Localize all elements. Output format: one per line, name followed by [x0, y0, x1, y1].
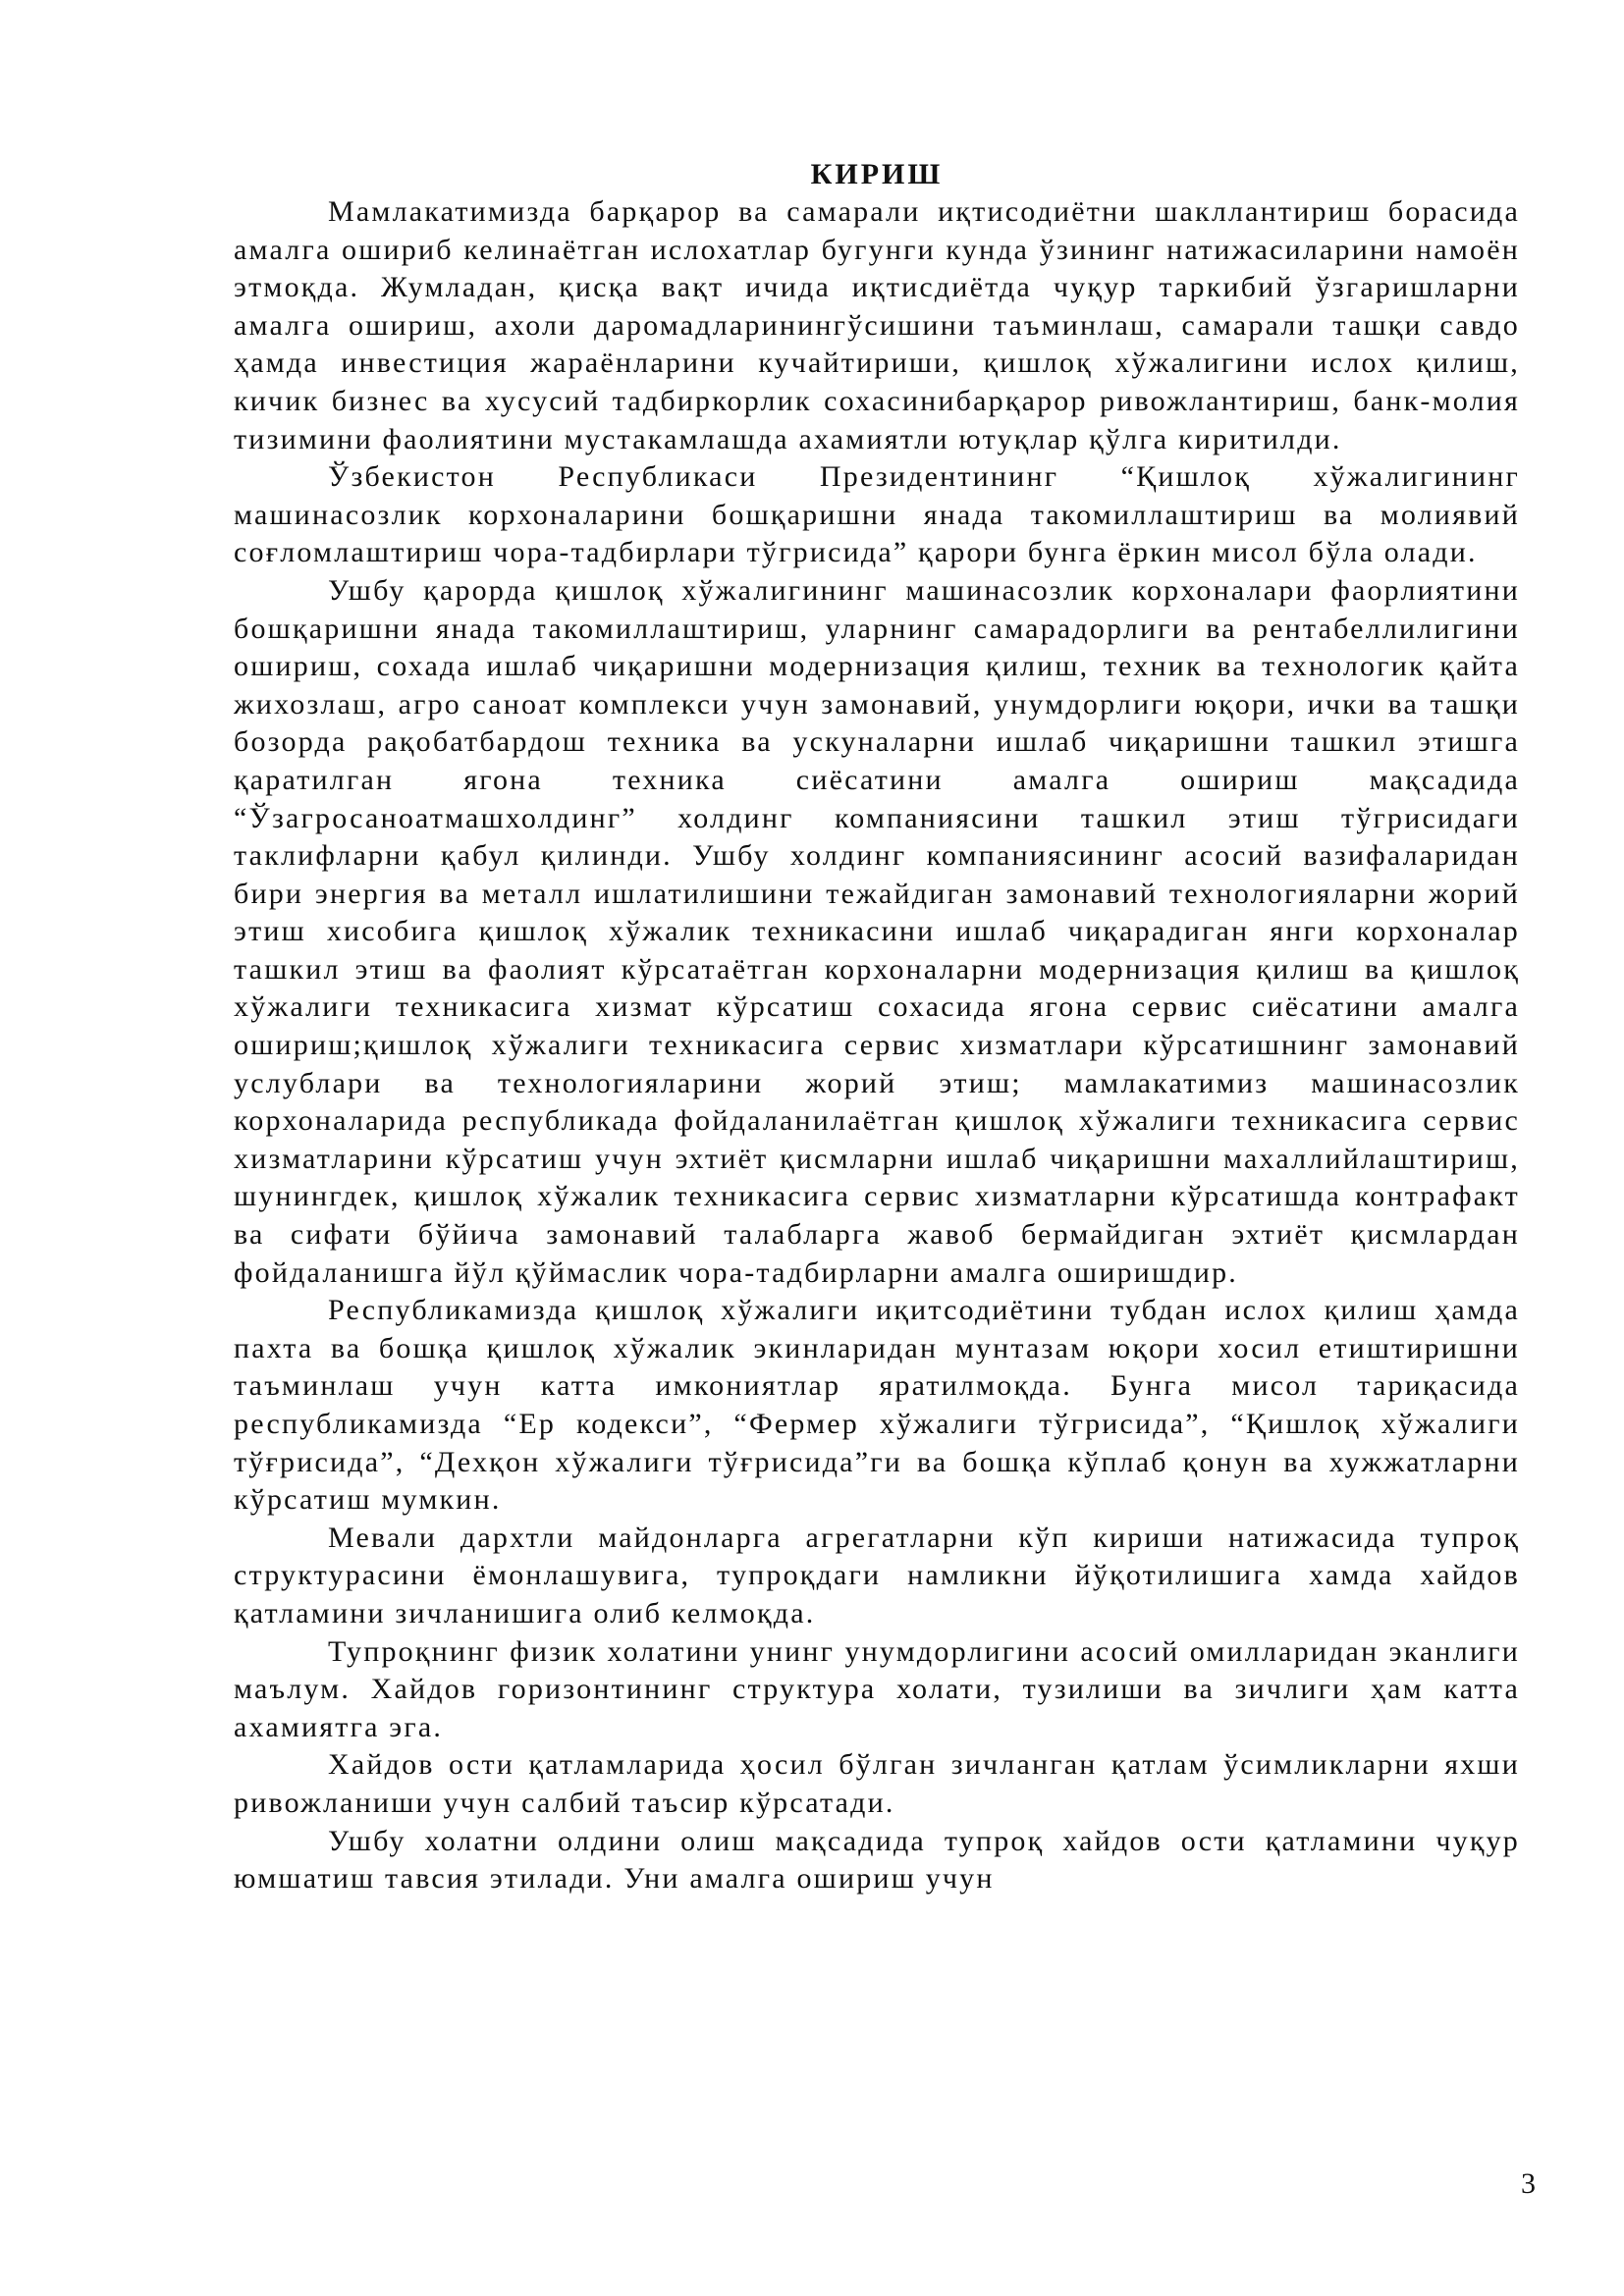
paragraph-deep-loosening: Ушбу холатни олдини олиш мақсадида тупроқ хайдов ости қатламини чуқур юмшатиш тавсия этилади. Уни амалга ошириш учун: [234, 1824, 1520, 1896]
paragraph-presidential-decree: Ўзбекистон Республикаси Президентининг “Қишлоқ хўжалигининг машинасозлик корхоналарини бошқаришни янада такомиллаштириш ва молиявий соғломлаштириш чора-тадбирлари тўгрисида” қарори бунга ёркин мисол бўла олади.: [234, 460, 1520, 569]
page-title: КИРИШ: [810, 158, 944, 190]
paragraph-soil-compaction: Мевали дархтли майдонларга агрегатларни кўп кириши натижасида тупроқ структурасини ёмонлашувига, тупроқдаги намликни йўқотилишига хамда хайдов қатламини зичланишига олиб келмоқда.: [234, 1521, 1520, 1629]
paragraph-intro: Мамлакатимизда барқарор ва самарали иқтисодиётни шакллантириш борасида амалга ошириб келинаётган ислохатлар бугунги кунда ўзининг натижасиларини намоён этмоқда. Жумладан, қисқа вақт ичида иқтисдиётда чуқур таркибий ўзгаришларни амалга ошириш, ахоли даромадларинингўсишини таъминлаш, самарали ташқи савдо ҳамда инвестиция жараёнларини кучайтириши, қишлоқ хўжалигини ислох қилиш, кичик бизнес ва хусусий тадбиркорлик сохасинибарқарор ривожлантириш, банк-молия тизимини фаолиятини мустакамлашда ахамиятли ютуқлар қўлга киритилди.: [234, 195, 1520, 455]
document-body: [234, 155, 1520, 1898]
page-number: 3: [1521, 2167, 1536, 2200]
paragraph-subsoil-layer: Хайдов ости қатламларида ҳосил бўлган зичланган қатлам ўсимликларни яхши ривожланиши учун салбий таъсир кўрсатади.: [234, 1748, 1520, 1819]
paragraph-legislation: Республикамизда қишлоқ хўжалиги иқитсодиётини тубдан ислох қилиш ҳамда пахта ва бошқа қишлоқ хўжалик экинларидан мунтазам юқори хосил етиштиришни таъминлаш учун катта имкониятлар яратилмоқда. Бунга мисол тариқасида республикамизда “Ер кодекси”, “Фермер хўжалиги тўгрисида”, “Қишлоқ хўжалиги тўғрисида”, “Дехқон хўжалиги тўғрисида”ги ва бошқа кўплаб қонун ва хужжатларни кўрсатиш мумкин.: [234, 1294, 1520, 1517]
paragraph-soil-physics: Тупроқнинг физик холатини унинг унумдорлигини асосий омилларидан эканлиги маълум. Хайдов горизонтининг структура холати, тузилиши ва зичлиги ҳам катта ахамиятга эга.: [234, 1634, 1520, 1743]
paragraph-holding-company: Ушбу қарорда қишлоқ хўжалигининг машинасозлик корхоналари фаорлиятини бошқаришни янада такомиллаштириш, уларнинг самарадорлиги ва рентабеллилигини ошириш, сохада ишлаб чиқаришни модернизация қилиш, техник ва технологик қайта жихозлаш, агро саноат комплекси учун замонавий, унумдорлиги юқори, ички ва ташқи бозорда рақобатбардош техника ва ускуналарни ишлаб чиқаришни ташкил этишга қаратилган ягона техника сиёсатини амалга ошириш мақсадида “Ўзагросаноатмашхолдинг” холдинг компаниясини ташкил этиш тўгрисидаги таклифларни қабул қилинди. Ушбу холдинг компаниясининг асосий вазифаларидан бири энергия ва металл ишлатилишини тежайдиган замонавий технологияларни жорий этиш хисобига қишлоқ хўжалик техникасини ишлаб чиқарадиган янги корхоналар ташкил этиш ва фаолият кўрсатаётган корхоналарни модернизация қилиш ва қишлоқ хўжалиги техникасига хизмат кўрсатиш сохасида ягона сервис сиёсатини амалга ошириш;қишлоқ хўжалиги техникасига сервис хизматлари кўрсатишнинг замонавий услублари ва технологияларини жорий этиш; мамлакатимиз машинасозлик корхоналарида республикада фойдаланилаётган қишлоқ хўжалиги техникасига сервис хизматларини кўрсатиш учун эхтиёт қисмларни ишлаб чиқаришни махаллийлаштириш, шунингдек, қишлоқ хўжалик техникасига сервис хизматларни кўрсатишда контрафакт ва сифати бўйича замонавий талабларга жавоб бермайдиган эхтиёт қисмлардан фойдаланишга йўл қўймаслик чора-тадбирларни амалга оширишдир.: [234, 573, 1520, 1289]
